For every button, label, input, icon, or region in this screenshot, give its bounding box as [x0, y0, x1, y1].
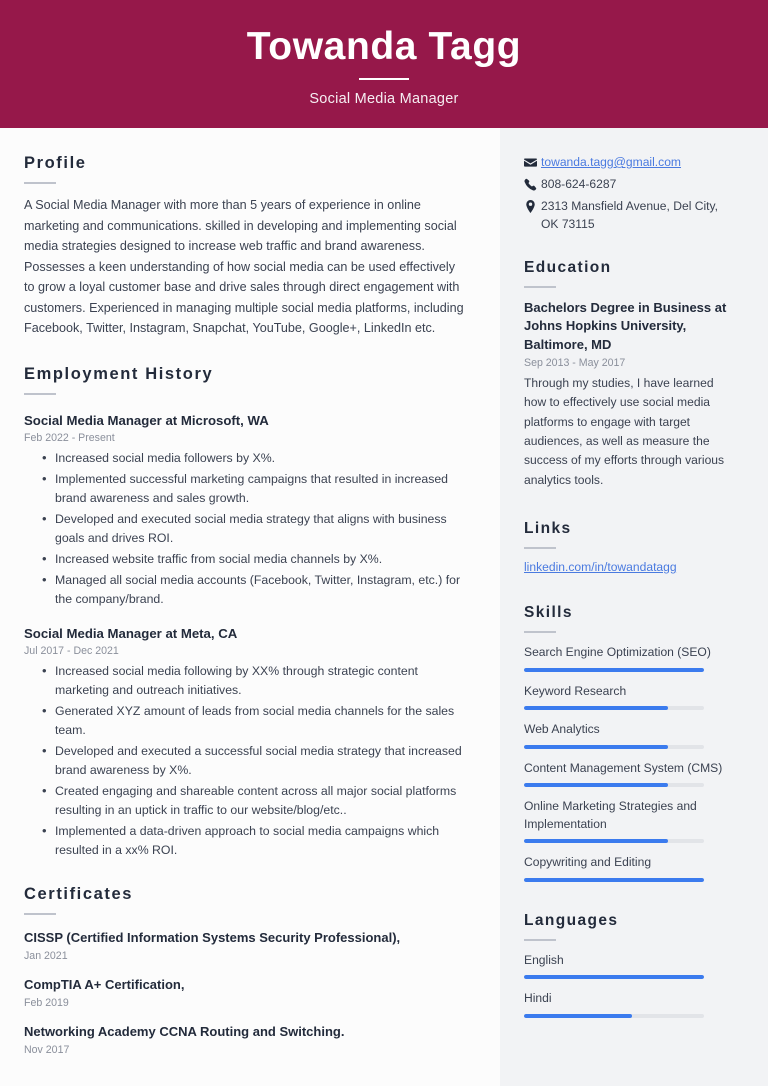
resume-header	[0, 0, 768, 128]
job-date: Jul 2017 - Dec 2021	[24, 645, 119, 658]
section-languages	[524, 912, 738, 1018]
skill-item	[524, 644, 738, 672]
skill-level-fill	[524, 706, 668, 710]
skill-level-bar	[524, 668, 704, 672]
job-bullet: • Increased social media following by XX% through strategic content marketing and outreach initiatives.	[42, 662, 466, 699]
job-bullet: • Created engaging and shareable content across all major social platforms resulting in an uptick in traffic to our website/blog/etc..	[42, 782, 466, 819]
language-item	[524, 990, 738, 1018]
section-skills	[524, 604, 738, 882]
section-education	[524, 259, 738, 490]
certificate-title: CISSP (Certified Information Systems Security Professional),	[24, 930, 401, 946]
skill-level-bar	[524, 878, 704, 882]
job-bullet: • Managed all social media accounts (Facebook, Twitter, Instagram, etc.) for the company/brand.	[42, 571, 466, 608]
sidebar-column	[500, 128, 768, 1086]
skill-label: Web Analytics	[524, 722, 600, 737]
skill-level-bar	[524, 783, 704, 787]
job-bullet: • Implemented a data-driven approach to social media campaigns which resulted in a xx% ROI.	[42, 822, 466, 859]
job-bullet: • Increased social media followers by X%.	[42, 449, 466, 468]
phone-number: 808-624-6287	[541, 177, 617, 192]
candidate-name: Towanda Tagg	[246, 25, 522, 69]
profile-heading: Profile	[24, 154, 87, 172]
skill-item	[524, 683, 738, 711]
skill-level-bar	[524, 706, 704, 710]
resume-body	[0, 128, 768, 1086]
certificate-date: Jan 2021	[24, 950, 68, 963]
certificate-title: Networking Academy CCNA Routing and Switching.	[24, 1024, 345, 1040]
job-bullet-list	[24, 662, 466, 859]
skill-level-fill	[524, 783, 668, 787]
language-level-bar	[524, 975, 704, 979]
language-item	[524, 952, 738, 980]
skill-item	[524, 721, 738, 749]
certificate-title: CompTIA A+ Certification,	[24, 977, 185, 993]
contact-phone-row	[524, 176, 738, 193]
skill-level-fill	[524, 668, 704, 672]
education-description: Through my studies, I have learned how to effectively use social media platforms to engage with target audiences, as well as measure the success of my efforts through various analytics tools.	[524, 376, 725, 487]
candidate-job-title: Social Media Manager	[309, 90, 459, 107]
skill-level-bar	[524, 839, 704, 843]
skill-item	[524, 854, 738, 882]
employment-entry	[24, 412, 466, 609]
job-title: Social Media Manager at Microsoft, WA	[24, 412, 269, 428]
job-bullet: • Developed and executed a successful social media strategy that increased brand awareness by X%.	[42, 742, 466, 779]
language-label: Hindi	[524, 991, 552, 1006]
envelope-icon	[524, 154, 541, 169]
job-date: Feb 2022 - Present	[24, 431, 115, 444]
section-underline	[524, 631, 556, 633]
job-bullet: • Developed and executed social media strategy that aligns with business goals and drives ROI.	[42, 510, 466, 547]
section-underline	[524, 939, 556, 941]
section-employment-history	[24, 365, 466, 860]
location-pin-icon	[524, 198, 541, 213]
certificate-date: Feb 2019	[24, 997, 69, 1010]
section-underline	[524, 547, 556, 549]
job-bullet: • Generated XYZ amount of leads from social media channels for the sales team.	[42, 702, 466, 739]
employment-entry	[24, 625, 466, 859]
skill-level-fill	[524, 878, 704, 882]
email-link[interactable]: towanda.tagg@gmail.com	[541, 155, 682, 169]
job-bullet: • Increased website traffic from social media channels by X%.	[42, 550, 466, 569]
skill-level-bar	[524, 745, 704, 749]
skill-item	[524, 760, 738, 788]
section-links	[524, 520, 738, 574]
address-text: 2313 Mansfield Avenue, Del City, OK 73115	[541, 199, 719, 231]
education-date: Sep 2013 - May 2017	[524, 357, 626, 370]
skill-label: Online Marketing Strategies and Implementation	[524, 799, 697, 831]
section-contact	[524, 154, 738, 233]
job-bullet: • Implemented successful marketing campaigns that resulted in increased brand awareness and sales growth.	[42, 470, 466, 507]
phone-icon	[524, 176, 541, 191]
profile-text: A Social Media Manager with more than 5 years of experience in online marketing and communications. skilled in developing and implementing social media strategies designed to increase web traffic and brand awareness. Possesses a keen understanding of how social media can be used effectively to grow a loyal customer base and drive sales through direct engagement with customers. Experienced in managing multiple social media platforms, including Facebook, Twitter, Instagram, Snapchat, YouTube, Google+, LinkedIn etc.	[24, 198, 464, 336]
certificate-date: Nov 2017	[24, 1043, 70, 1056]
certificate-item	[24, 977, 466, 1009]
header-divider	[359, 78, 409, 80]
links-heading: Links	[524, 520, 572, 538]
skill-label: Keyword Research	[524, 683, 627, 698]
skill-item	[524, 798, 738, 843]
education-heading: Education	[524, 258, 612, 276]
languages-heading: Languages	[524, 911, 619, 929]
section-underline	[24, 182, 56, 184]
employment-heading: Employment History	[24, 364, 214, 383]
section-underline	[524, 286, 556, 288]
contact-address-row	[524, 198, 738, 232]
certificates-heading: Certificates	[24, 885, 134, 904]
skill-label: Content Management System (CMS)	[524, 760, 723, 775]
linkedin-link[interactable]: linkedin.com/in/towandatagg	[524, 560, 677, 575]
section-certificates	[24, 885, 466, 1056]
certificate-item	[24, 1024, 466, 1056]
language-label: English	[524, 952, 564, 967]
skill-level-fill	[524, 839, 668, 843]
certificate-item	[24, 930, 466, 962]
section-underline	[24, 393, 56, 395]
education-degree: Bachelors Degree in Business at Johns Hopkins University, Baltimore, MD	[524, 299, 727, 352]
language-level-fill	[524, 1014, 632, 1018]
language-level-bar	[524, 1014, 704, 1018]
job-bullet-list	[24, 449, 466, 609]
contact-email-row	[524, 154, 738, 171]
job-title: Social Media Manager at Meta, CA	[24, 626, 238, 642]
skill-label: Search Engine Optimization (SEO)	[524, 645, 711, 660]
language-level-fill	[524, 975, 704, 979]
skills-heading: Skills	[524, 604, 573, 622]
main-column	[0, 128, 500, 1086]
skill-label: Copywriting and Editing	[524, 855, 652, 870]
section-profile	[24, 154, 466, 339]
section-underline	[24, 913, 56, 915]
skill-level-fill	[524, 745, 668, 749]
